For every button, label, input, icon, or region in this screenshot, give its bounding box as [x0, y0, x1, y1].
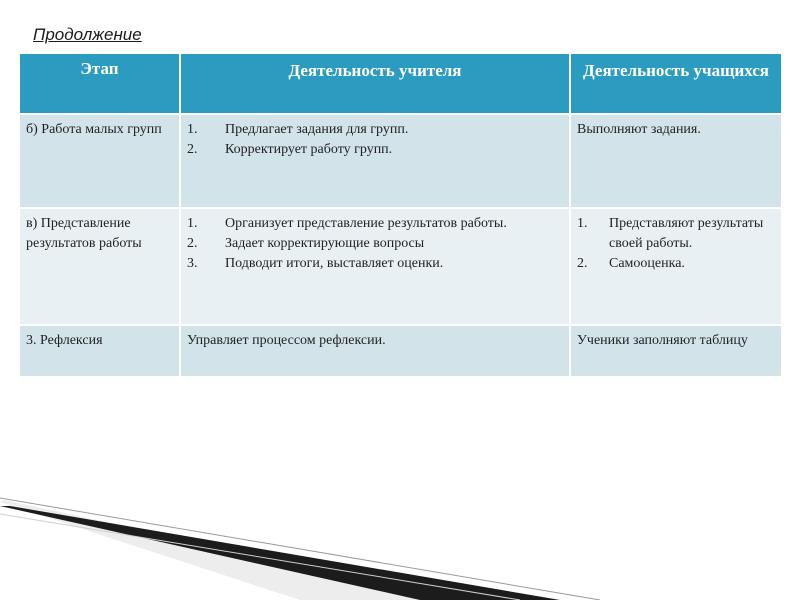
teacher-cell	[180, 208, 570, 325]
stage-cell: в) Представление результатов работы	[20, 208, 180, 325]
slide-subtitle: Продолжение	[33, 25, 142, 44]
stage-cell: б) Работа малых групп	[20, 114, 180, 208]
table-row	[20, 114, 781, 208]
table-header-row	[20, 54, 781, 114]
table-row	[20, 325, 781, 377]
list-item: 3. Подводит итоги, выставляет оценки.	[187, 256, 444, 271]
header-student-activity: Деятельность учащихся	[570, 54, 781, 114]
header-stage: Этап	[20, 54, 180, 114]
lesson-stages-table	[20, 54, 781, 378]
list-item: 2. Корректирует работу групп.	[187, 142, 393, 157]
list-item: 1. Предлагает задания для групп.	[187, 122, 409, 137]
students-cell: Выполняют задания.	[570, 114, 781, 208]
decor-line	[0, 514, 520, 600]
list-item: 1. Организует представление результатов работы.	[187, 216, 507, 231]
teacher-list	[187, 120, 563, 160]
list-item: 2. Задает корректирующие вопросы	[187, 236, 425, 251]
teacher-cell: Управляет процессом рефлексии.	[180, 325, 570, 377]
header-teacher-activity: Деятельность учителя	[180, 54, 570, 114]
table-row	[20, 208, 781, 325]
students-cell	[570, 208, 781, 325]
list-item: 1. Представляют результаты своей работы.	[577, 216, 764, 251]
students-cell: Ученики заполняют таблицу	[570, 325, 781, 377]
list-item: 2. Самооценка.	[577, 256, 685, 271]
decorative-swoosh	[0, 480, 800, 600]
stage-cell: 3. Рефлексия	[20, 325, 180, 377]
teacher-list	[187, 214, 563, 274]
teacher-cell	[180, 114, 570, 208]
students-list	[577, 214, 775, 274]
